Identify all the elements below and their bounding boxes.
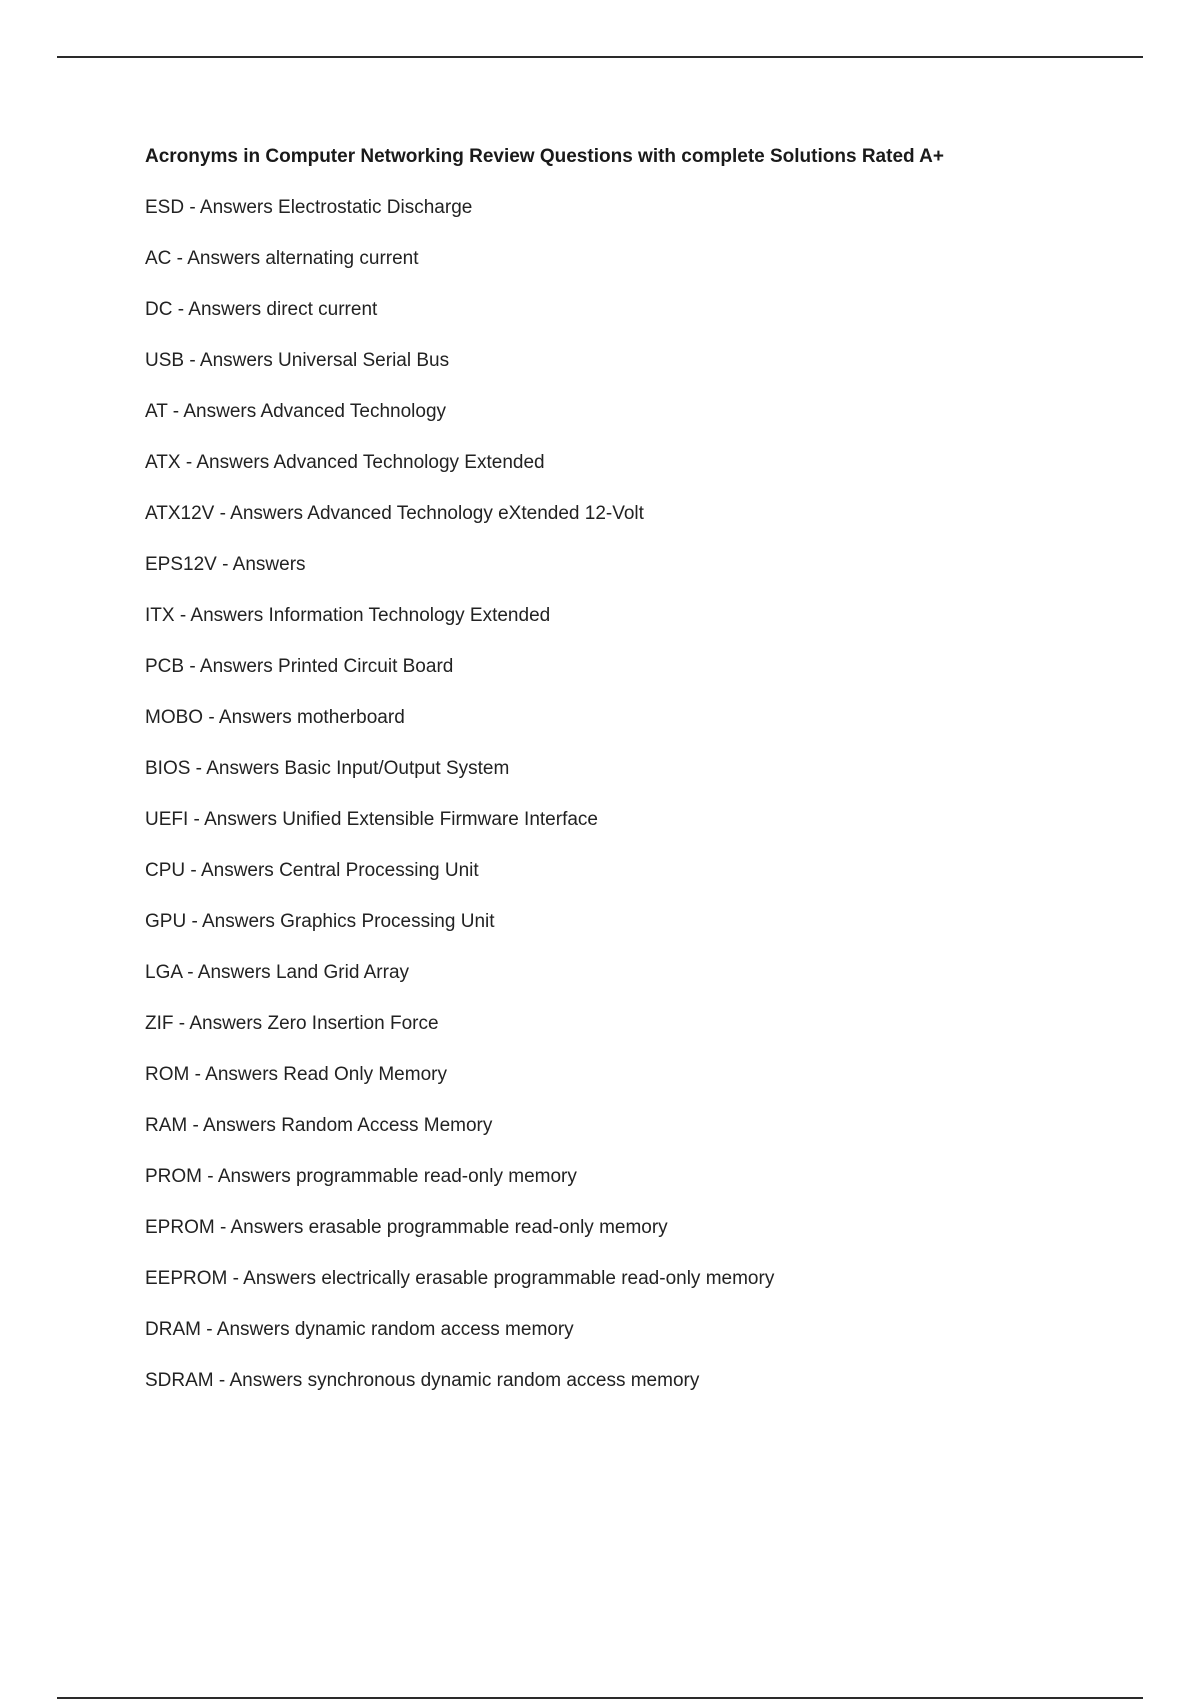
acronym-entry: PCB - Answers Printed Circuit Board [145,656,454,677]
header-rule [57,56,1143,58]
document-body [145,145,1145,1420]
acronym-entry: BIOS - Answers Basic Input/Output System [145,758,510,779]
acronym-entry: EPS12V - Answers [145,554,306,575]
acronym-entry: UEFI - Answers Unified Extensible Firmware Interface [145,809,598,830]
acronym-entry: LGA - Answers Land Grid Array [145,962,410,983]
acronym-entry: ITX - Answers Information Technology Extended [145,605,551,626]
document-title: Acronyms in Computer Networking Review Questions with complete Solutions Rated A+ [145,146,945,167]
acronym-entry: ATX12V - Answers Advanced Technology eXtended 12-Volt [145,503,644,524]
acronym-entry: USB - Answers Universal Serial Bus [145,350,450,371]
acronym-entry: GPU - Answers Graphics Processing Unit [145,911,495,932]
acronym-list [145,196,1145,1393]
acronym-entry: ROM - Answers Read Only Memory [145,1064,447,1085]
acronym-entry: DRAM - Answers dynamic random access memory [145,1319,574,1340]
acronym-entry: CPU - Answers Central Processing Unit [145,860,479,881]
acronym-entry: SDRAM - Answers synchronous dynamic random access memory [145,1370,700,1391]
acronym-entry: EPROM - Answers erasable programmable read-only memory [145,1217,668,1238]
acronym-entry: ESD - Answers Electrostatic Discharge [145,197,473,218]
acronym-entry: EEPROM - Answers electrically erasable programmable read-only memory [145,1268,775,1289]
acronym-entry: ZIF - Answers Zero Insertion Force [145,1013,439,1034]
acronym-entry: RAM - Answers Random Access Memory [145,1115,493,1136]
acronym-entry: DC - Answers direct current [145,299,378,320]
acronym-entry: PROM - Answers programmable read-only memory [145,1166,577,1187]
acronym-entry: AT - Answers Advanced Technology [145,401,447,422]
acronym-entry: ATX - Answers Advanced Technology Extended [145,452,545,473]
footer-rule [57,1697,1143,1699]
acronym-entry: AC - Answers alternating current [145,248,419,269]
acronym-entry: MOBO - Answers motherboard [145,707,405,728]
